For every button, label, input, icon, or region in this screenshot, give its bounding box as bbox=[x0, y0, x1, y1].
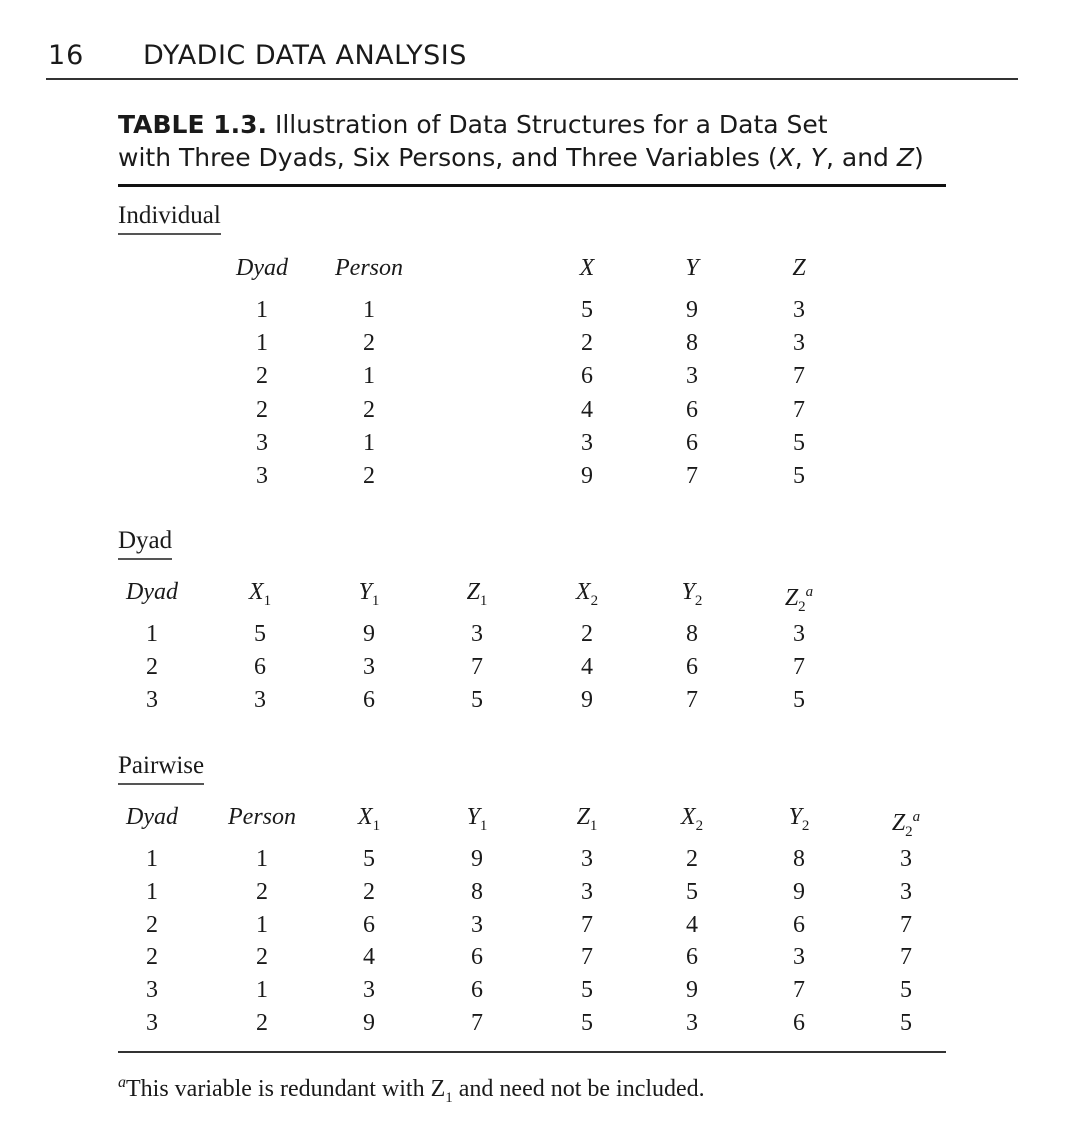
table-cell: 1 bbox=[363, 429, 375, 456]
running-head bbox=[46, 38, 1018, 80]
table-cell: 7 bbox=[686, 687, 698, 713]
table-row bbox=[0, 843, 1074, 876]
table-cell: 1 bbox=[256, 846, 268, 872]
table-cell: 3 bbox=[471, 621, 483, 647]
table-cell: 7 bbox=[793, 654, 805, 680]
table-cell: 7 bbox=[471, 654, 483, 680]
pairwise-header-row bbox=[0, 801, 1074, 840]
table-cell: 1 bbox=[146, 846, 158, 872]
table-cell: 6 bbox=[686, 654, 698, 680]
table-cell: 2 bbox=[363, 878, 375, 905]
table-row bbox=[0, 909, 1074, 942]
column-header-subscript: 1 bbox=[479, 592, 488, 609]
table-cell: 3 bbox=[471, 911, 483, 938]
caption-line-1: Illustration of Data Structures for a Data Set bbox=[274, 110, 828, 139]
table-cell: 9 bbox=[686, 297, 698, 323]
column-header: Person bbox=[335, 255, 403, 281]
table-row bbox=[0, 394, 1074, 427]
section-pairwise-title: Pairwise bbox=[118, 751, 204, 785]
table-cell: 1 bbox=[256, 297, 268, 323]
column-header-subscript: 2 bbox=[801, 817, 810, 834]
table-cell: 5 bbox=[793, 687, 805, 713]
table-cell: 3 bbox=[793, 621, 805, 647]
table-cell: 7 bbox=[793, 396, 805, 423]
table-cell: 3 bbox=[581, 429, 593, 456]
table-cell: 4 bbox=[363, 944, 375, 971]
footnote-marker: a bbox=[118, 1074, 126, 1091]
column-header-subscript: 1 bbox=[263, 592, 272, 609]
table-cell: 3 bbox=[146, 687, 158, 713]
column-header: Z bbox=[792, 255, 806, 281]
table-cell: 9 bbox=[363, 621, 375, 647]
column-header-subscript: 2 bbox=[798, 598, 806, 615]
table-cell: 5 bbox=[581, 1010, 593, 1036]
table-cell: 1 bbox=[256, 911, 268, 938]
footnote-marker: a bbox=[912, 809, 921, 825]
column-header-subscript: 2 bbox=[694, 592, 703, 609]
footnote-text-end: and need not be included. bbox=[452, 1076, 705, 1102]
table-cell: 6 bbox=[793, 911, 805, 938]
table-cell: 3 bbox=[146, 1010, 158, 1036]
column-header bbox=[329, 801, 409, 843]
section-individual-title: Individual bbox=[118, 201, 221, 235]
column-header bbox=[329, 576, 409, 618]
table-row bbox=[0, 360, 1074, 393]
footnote-subscript: 1 bbox=[445, 1089, 453, 1106]
caption-suffix: ) bbox=[914, 143, 924, 172]
column-header-base: Y bbox=[466, 804, 480, 830]
table-cell: 3 bbox=[256, 463, 268, 489]
column-header bbox=[220, 576, 300, 618]
table-row bbox=[0, 684, 1074, 717]
table-cell: 7 bbox=[581, 911, 593, 938]
table-cell: 2 bbox=[581, 621, 593, 647]
column-header bbox=[437, 801, 517, 843]
column-header-base: X bbox=[575, 579, 591, 605]
caption-sep: , bbox=[794, 143, 811, 172]
table-cell: 7 bbox=[686, 463, 698, 489]
table-cell: 1 bbox=[363, 297, 375, 323]
page-number: 16 bbox=[48, 40, 85, 71]
column-header bbox=[652, 801, 732, 843]
table-row bbox=[0, 941, 1074, 974]
book-title: DYADIC DATA ANALYSIS bbox=[143, 40, 467, 71]
column-header-subscript: 1 bbox=[371, 592, 380, 609]
table-cell: 2 bbox=[363, 396, 375, 423]
table-cell: 5 bbox=[900, 1010, 912, 1036]
table-row bbox=[0, 460, 1074, 493]
table-caption bbox=[118, 108, 946, 187]
column-header bbox=[759, 801, 839, 843]
table-row bbox=[0, 876, 1074, 909]
table-cell: 1 bbox=[146, 621, 158, 647]
column-header bbox=[866, 801, 946, 849]
table-cell: 3 bbox=[256, 429, 268, 456]
column-header bbox=[759, 576, 839, 624]
table-cell: 7 bbox=[793, 363, 805, 390]
table-cell: 5 bbox=[686, 878, 698, 905]
table-cell: 6 bbox=[686, 944, 698, 971]
caption-line-2-prefix: with Three Dyads, Six Persons, and Three Variables ( bbox=[118, 143, 778, 172]
column-header-base: Z bbox=[784, 585, 799, 611]
table-cell: 2 bbox=[256, 944, 268, 971]
var-x: X bbox=[777, 143, 795, 172]
table-cell: 9 bbox=[471, 846, 483, 872]
table-row bbox=[0, 427, 1074, 460]
column-header-base: X bbox=[680, 804, 696, 830]
table-cell: 8 bbox=[686, 621, 698, 647]
table-cell: 9 bbox=[363, 1010, 375, 1036]
var-y: Y bbox=[810, 143, 826, 172]
table-cell: 3 bbox=[686, 1010, 698, 1036]
table-cell: 3 bbox=[900, 878, 912, 905]
table-cell: 3 bbox=[146, 977, 158, 1004]
column-header-subscript: 1 bbox=[479, 817, 488, 834]
table-cell: 2 bbox=[363, 463, 375, 489]
column-header bbox=[112, 801, 192, 834]
footnote bbox=[118, 1068, 705, 1113]
section-dyad-title: Dyad bbox=[118, 526, 172, 560]
table-cell: 2 bbox=[146, 911, 158, 938]
column-header-base: Dyad bbox=[126, 804, 178, 830]
table-cell: 1 bbox=[256, 977, 268, 1004]
column-header-base: Y bbox=[681, 579, 695, 605]
table-cell: 5 bbox=[581, 297, 593, 323]
column-header-subscript: 1 bbox=[372, 817, 381, 834]
var-z: Z bbox=[896, 143, 914, 172]
table-cell: 3 bbox=[793, 330, 805, 357]
table-row bbox=[0, 618, 1074, 651]
column-header-base: Y bbox=[788, 804, 802, 830]
column-header-subscript: 2 bbox=[590, 592, 599, 609]
table-cell: 9 bbox=[581, 463, 593, 489]
table-cell: 7 bbox=[471, 1010, 483, 1036]
table-cell: 6 bbox=[363, 687, 375, 713]
table-cell: 2 bbox=[686, 846, 698, 872]
table-cell: 2 bbox=[256, 1010, 268, 1036]
column-header bbox=[547, 576, 627, 618]
table-cell: 2 bbox=[146, 944, 158, 971]
column-header-base: Y bbox=[358, 579, 372, 605]
table-row bbox=[0, 294, 1074, 327]
column-header-base: Z bbox=[576, 804, 590, 830]
table-cell: 6 bbox=[363, 911, 375, 938]
table-label: TABLE 1.3. bbox=[118, 110, 268, 139]
column-header bbox=[547, 801, 627, 843]
table-cell: 5 bbox=[793, 429, 805, 456]
table-cell: 3 bbox=[900, 846, 912, 872]
table-cell: 8 bbox=[793, 846, 805, 872]
table-row bbox=[0, 1007, 1074, 1040]
table-cell: 3 bbox=[581, 846, 593, 872]
table-cell: 7 bbox=[900, 911, 912, 938]
table-cell: 9 bbox=[793, 878, 805, 905]
table-bottom-rule bbox=[118, 1051, 946, 1053]
table-cell: 9 bbox=[581, 687, 593, 713]
table-cell: 6 bbox=[793, 1010, 805, 1036]
table-cell: 7 bbox=[900, 944, 912, 971]
table-cell: 2 bbox=[256, 363, 268, 390]
table-cell: 2 bbox=[256, 396, 268, 423]
column-header bbox=[112, 576, 192, 609]
table-cell: 5 bbox=[471, 687, 483, 713]
table-cell: 3 bbox=[363, 654, 375, 680]
individual-header-row bbox=[0, 252, 1074, 285]
column-header-base: X bbox=[248, 579, 264, 605]
table-cell: 7 bbox=[793, 977, 805, 1004]
table-cell: 6 bbox=[581, 363, 593, 390]
table-cell: 6 bbox=[254, 654, 266, 680]
table-cell: 4 bbox=[581, 654, 593, 680]
column-header: X bbox=[579, 255, 595, 281]
table-cell: 8 bbox=[471, 878, 483, 905]
column-header-subscript: 1 bbox=[589, 817, 598, 834]
footnote-marker: a bbox=[805, 584, 814, 600]
table-row bbox=[0, 327, 1074, 360]
table-cell: 3 bbox=[686, 363, 698, 390]
caption-sep: , and bbox=[825, 143, 897, 172]
table-cell: 3 bbox=[581, 878, 593, 905]
table-row bbox=[0, 651, 1074, 684]
column-header-base: Z bbox=[891, 810, 906, 836]
table-cell: 6 bbox=[471, 977, 483, 1004]
column-header-base: Person bbox=[228, 804, 296, 830]
table-cell: 5 bbox=[363, 846, 375, 872]
column-header-base: Dyad bbox=[126, 579, 178, 605]
table-cell: 1 bbox=[146, 878, 158, 905]
table-cell: 2 bbox=[581, 330, 593, 357]
table-cell: 5 bbox=[900, 977, 912, 1004]
table-cell: 1 bbox=[256, 330, 268, 357]
table-cell: 2 bbox=[363, 330, 375, 357]
column-header bbox=[437, 576, 517, 618]
table-cell: 6 bbox=[686, 429, 698, 456]
table-cell: 1 bbox=[363, 363, 375, 390]
column-header bbox=[652, 576, 732, 618]
table-cell: 3 bbox=[254, 687, 266, 713]
table-cell: 9 bbox=[686, 977, 698, 1004]
table-cell: 4 bbox=[581, 396, 593, 423]
table-cell: 3 bbox=[793, 297, 805, 323]
table-row bbox=[0, 974, 1074, 1007]
column-header-base: X bbox=[357, 804, 373, 830]
column-header bbox=[222, 801, 302, 834]
table-cell: 2 bbox=[256, 878, 268, 905]
table-cell: 5 bbox=[793, 463, 805, 489]
column-header-base: Z bbox=[466, 579, 480, 605]
table-cell: 6 bbox=[686, 396, 698, 423]
table-cell: 8 bbox=[686, 330, 698, 357]
table-cell: 5 bbox=[581, 977, 593, 1004]
column-header: Dyad bbox=[236, 255, 288, 281]
footnote-text: This variable is redundant with Z bbox=[126, 1076, 446, 1102]
table-cell: 3 bbox=[793, 944, 805, 971]
table-cell: 3 bbox=[363, 977, 375, 1004]
table-cell: 4 bbox=[686, 911, 698, 938]
table-cell: 6 bbox=[471, 944, 483, 971]
table-cell: 7 bbox=[581, 944, 593, 971]
table-cell: 2 bbox=[146, 654, 158, 680]
dyad-header-row bbox=[0, 576, 1074, 615]
table-cell: 5 bbox=[254, 621, 266, 647]
column-header: Y bbox=[685, 255, 699, 281]
column-header-subscript: 2 bbox=[695, 817, 704, 834]
column-header-subscript: 2 bbox=[905, 823, 913, 840]
